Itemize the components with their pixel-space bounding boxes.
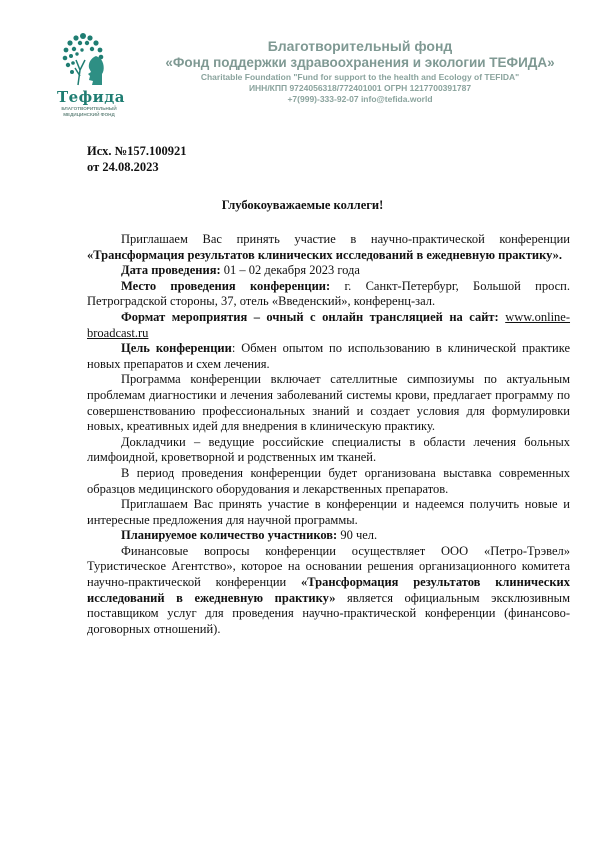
- paragraph-program: Программа конференции включает сателлитные симпозиумы по актуальным проблемам диагностики и лечения заболеваний системы крови, предлагает программу по совершенствованию профессиональных знаний и создает условия для формулировки новых, креативных идей для внедрения в клиническую практику.: [87, 372, 570, 434]
- paragraph-invitation: Приглашаем Вас принять участие в научно-практической конференции «Трансформация результатов клинических исследований в ежедневную практику».: [87, 232, 570, 262]
- paragraph-participants: Планируемое количество участников: 90 чел.: [121, 528, 378, 543]
- paragraph-format: Формат мероприятия – очный с онлайн трансляцией на сайт: www.online-broadcast.ru: [87, 309, 571, 340]
- reference-date: от 24.08.2023: [87, 160, 159, 174]
- header-line-3: Charitable Foundation "Fund for support to the health and Ecology of TEFIDA": [200, 72, 520, 82]
- letter-body: [87, 232, 570, 637]
- paragraph-place: Место проведения конференции: г. Санкт-Петербург, Большой просп. Петроградской стороны, 37, отель «Введенский», конференц-зал.: [87, 278, 570, 309]
- tree-head-icon: [58, 30, 108, 86]
- paragraph-invite: Приглашаем Вас принять участие в конференции и надеемся получить новые и интересные предложения для научной программы.: [87, 497, 570, 527]
- logo-subtitle: БЛАГОТВОРИТЕЛЬНЫЙ МЕДИЦИНСКИЙ ФОНД: [61, 106, 117, 117]
- foundation-logo: [36, 30, 128, 118]
- paragraph-date: Дата проведения: 01 – 02 декабря 2023 года: [121, 263, 360, 278]
- broadcast-link[interactable]: www.online-broadcast.ru: [87, 309, 571, 340]
- paragraph-exhibition: В период проведения конференции будет организована выставка современных образцов медицинского оборудования и лекарственных препаратов.: [87, 465, 570, 496]
- paragraph-goal: Цель конференции: Обмен опытом по использованию в клинической практике новых препаратов и схем лечения.: [87, 341, 570, 371]
- greeting: Глубокоуважаемые коллеги!: [221, 198, 384, 212]
- header-line-2: «Фонд поддержки здравоохранения и экологии ТЕФИДА»: [165, 55, 555, 70]
- reference-number: Исх. №157.100921: [87, 144, 187, 158]
- reference-block: [87, 143, 187, 175]
- paragraph-speakers: Докладчики – ведущие российские специалисты в области лечения больных лимфоидной, кроветворной и родственных им тканей.: [87, 434, 570, 465]
- header-line-4: ИНН/КПП 9724056318/772401001 ОГРН 1217700391787: [248, 83, 472, 93]
- logo-name: Тефида: [56, 88, 126, 106]
- header-line-5: +7(999)-333-92-07 info@tefida.world: [287, 94, 433, 104]
- header-line-1: Благотворительный фонд: [267, 38, 453, 54]
- paragraph-finance: Финансовые вопросы конференции осуществляет ООО «Петро-Трэвел» Туристическое Агентство», которое на основании решения организационного комитета научно-практической конференции «Трансформация результатов клинических исследований в ежедневную практику» является официальным эксклюзивным поставщиком услуг для проведения научно-практической конференции (финансово-договорных отношений).: [87, 543, 570, 636]
